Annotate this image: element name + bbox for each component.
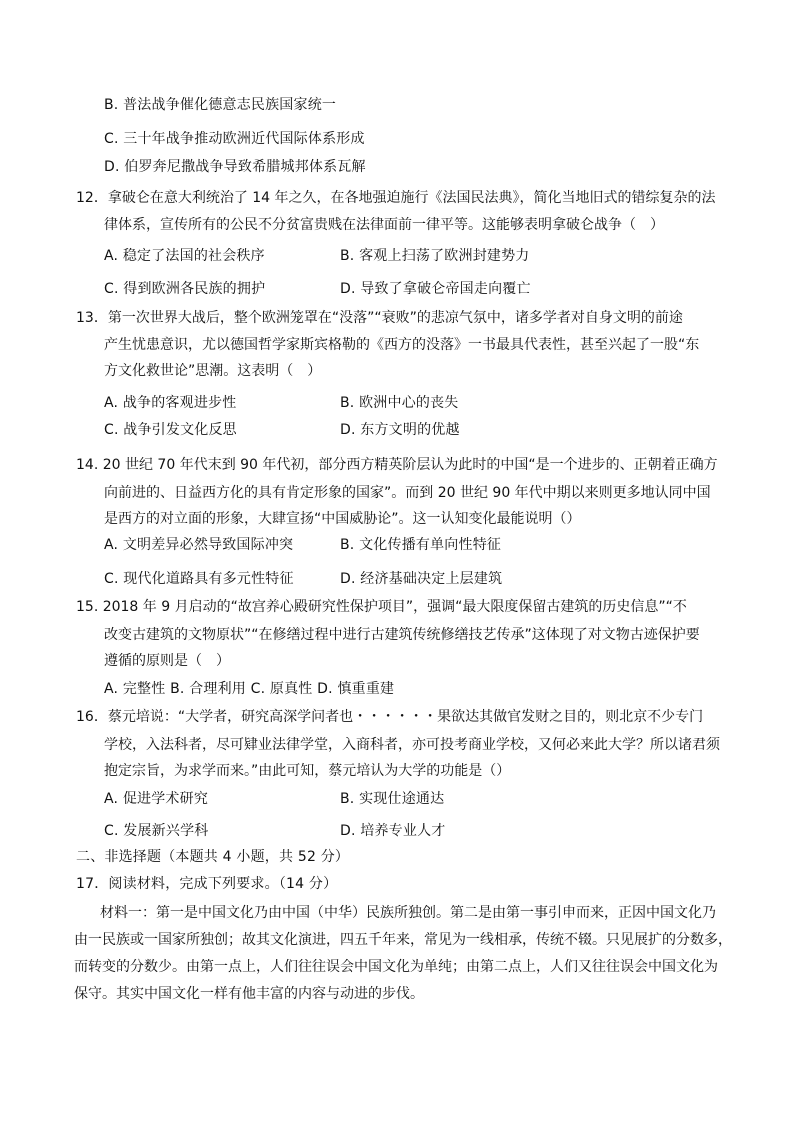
q13-option-c: C. 战争引发文化反思 [104,422,237,438]
q16-option-b: B. 实现仕途通达 [340,791,445,807]
q13-option-b: B. 欧洲中心的丧失 [340,395,459,411]
q17-material1-line1: 材料一：第一是中国文化乃由中国（中华）民族所独创。第二是由第一事引申而来，正因中国文化乃 [100,905,716,921]
q13-option-d: D. 东方文明的优越 [340,422,460,438]
q17-material1-line4: 保守。其实中国文化一样有他丰富的内容与动进的步伐。 [74,986,424,1002]
q16-option-c: C. 发展新兴学科 [104,823,209,839]
q17-material1-line3: 而转变的分数少。由第一点上，人们往往误会中国文化为单纯；由第二点上，人们又往往误会中国文化为 [74,959,718,975]
q12-option-c: C. 得到欧洲各民族的拥护 [104,281,266,297]
q13-option-a: A. 战争的客观进步性 [104,395,237,411]
q14-stem-line1: 14. 20 世纪 70 年代末到 90 年代初，部分西方精英阶层认为此时的中国“是一个进步的、正朝着正确方 [76,457,718,473]
q12-option-b: B. 客观上扫荡了欧洲封建势力 [340,248,530,264]
q12-stem-line2: 律体系，宣传所有的公民不分贫富贵贱在法律面前一律平等。这能够表明拿破仑战争（ ） [104,217,664,233]
section-heading-non-choice: 二、非选择题（本题共 4 小题，共 52 分） [76,849,350,865]
q14-stem-line3: 是西方的对立面的形象，大肆宣扬“中国威胁论”。这一认知变化最能说明（） [104,511,581,527]
q13-stem-line1: 13．第一次世界大战后，整个欧洲笼罩在“没落”“衰败”的悲凉气氛中，诸多学者对自身文明的前途 [76,310,683,326]
q15-stem-line1: 15. 2018 年 9 月启动的“故宫养心殿研究性保护项目”，强调“最大限度保留古建筑的历史信息”“不 [76,599,687,615]
q11-option-c: C. 三十年战争推动欧洲近代国际体系形成 [104,131,365,147]
q16-stem-line1: 16．蔡元培说：“大学者，研究高深学问者也・・・・・・果欲达其做官发财之目的，则北京不少专门 [76,709,704,725]
q12-option-a: A. 稳定了法国的社会秩序 [104,248,265,264]
q16-option-a: A. 促进学术研究 [104,791,209,807]
q17-material1-line2: 由一民族或一国家所独创；故其文化演进，四五千年来，常见为一线相承，传统不辍。只见展扩的分数多， [74,932,732,948]
q15-stem-line2: 改变古建筑的文物原状”“在修缮过程中进行古建筑传统修缮技艺传承”这体现了对文物古迹保护要 [104,627,700,643]
q16-option-d: D. 培养专业人才 [340,823,446,839]
q11-option-b: B. 普法战争催化德意志民族国家统一 [104,97,337,113]
q14-option-d: D. 经济基础决定上层建筑 [340,571,503,587]
q14-stem-line2: 向前进的、日益西方化的具有肯定形象的国家”。而到 20 世纪 90 年代中期以来则更多地认同中国 [104,485,711,501]
q16-stem-line2: 学校，入法科者，尽可肄业法律学堂，入商科者，亦可投考商业学校，又何必来此大学？所以诸君须 [104,737,720,753]
q17-stem: 17．阅读材料，完成下列要求。（14 分） [76,876,338,892]
q14-option-c: C. 现代化道路具有多元性特征 [104,571,294,587]
q12-stem-line1: 12．拿破仑在意大利统治了 14 年之久，在各地强迫施行《法国民法典》，简化当地旧式的错综复杂的法 [76,190,716,206]
q13-stem-line2: 产生忧患意识，尤以德国哲学家斯宾格勒的《西方的没落》一书最具代表性，甚至兴起了一股“东 [104,337,700,353]
q12-option-d: D. 导致了拿破仑帝国走向覆亡 [340,281,531,297]
q14-option-b: B. 文化传播有单向性特征 [340,537,502,553]
q13-stem-line3: 方文化救世论”思潮。这表明（ ） [104,363,322,379]
q16-stem-line3: 抱定宗旨，为求学而来。”由此可知，蔡元培认为大学的功能是（） [104,763,511,779]
q15-options: A. 完整性 B. 合理利用 C. 原真性 D. 慎重重建 [104,681,395,697]
q14-option-a: A. 文明差异必然导致国际冲突 [104,537,294,553]
q15-stem-line3: 遵循的原则是（ ） [104,653,230,669]
q11-option-d: D. 伯罗奔尼撒战争导致希腊城邦体系瓦解 [104,159,366,175]
